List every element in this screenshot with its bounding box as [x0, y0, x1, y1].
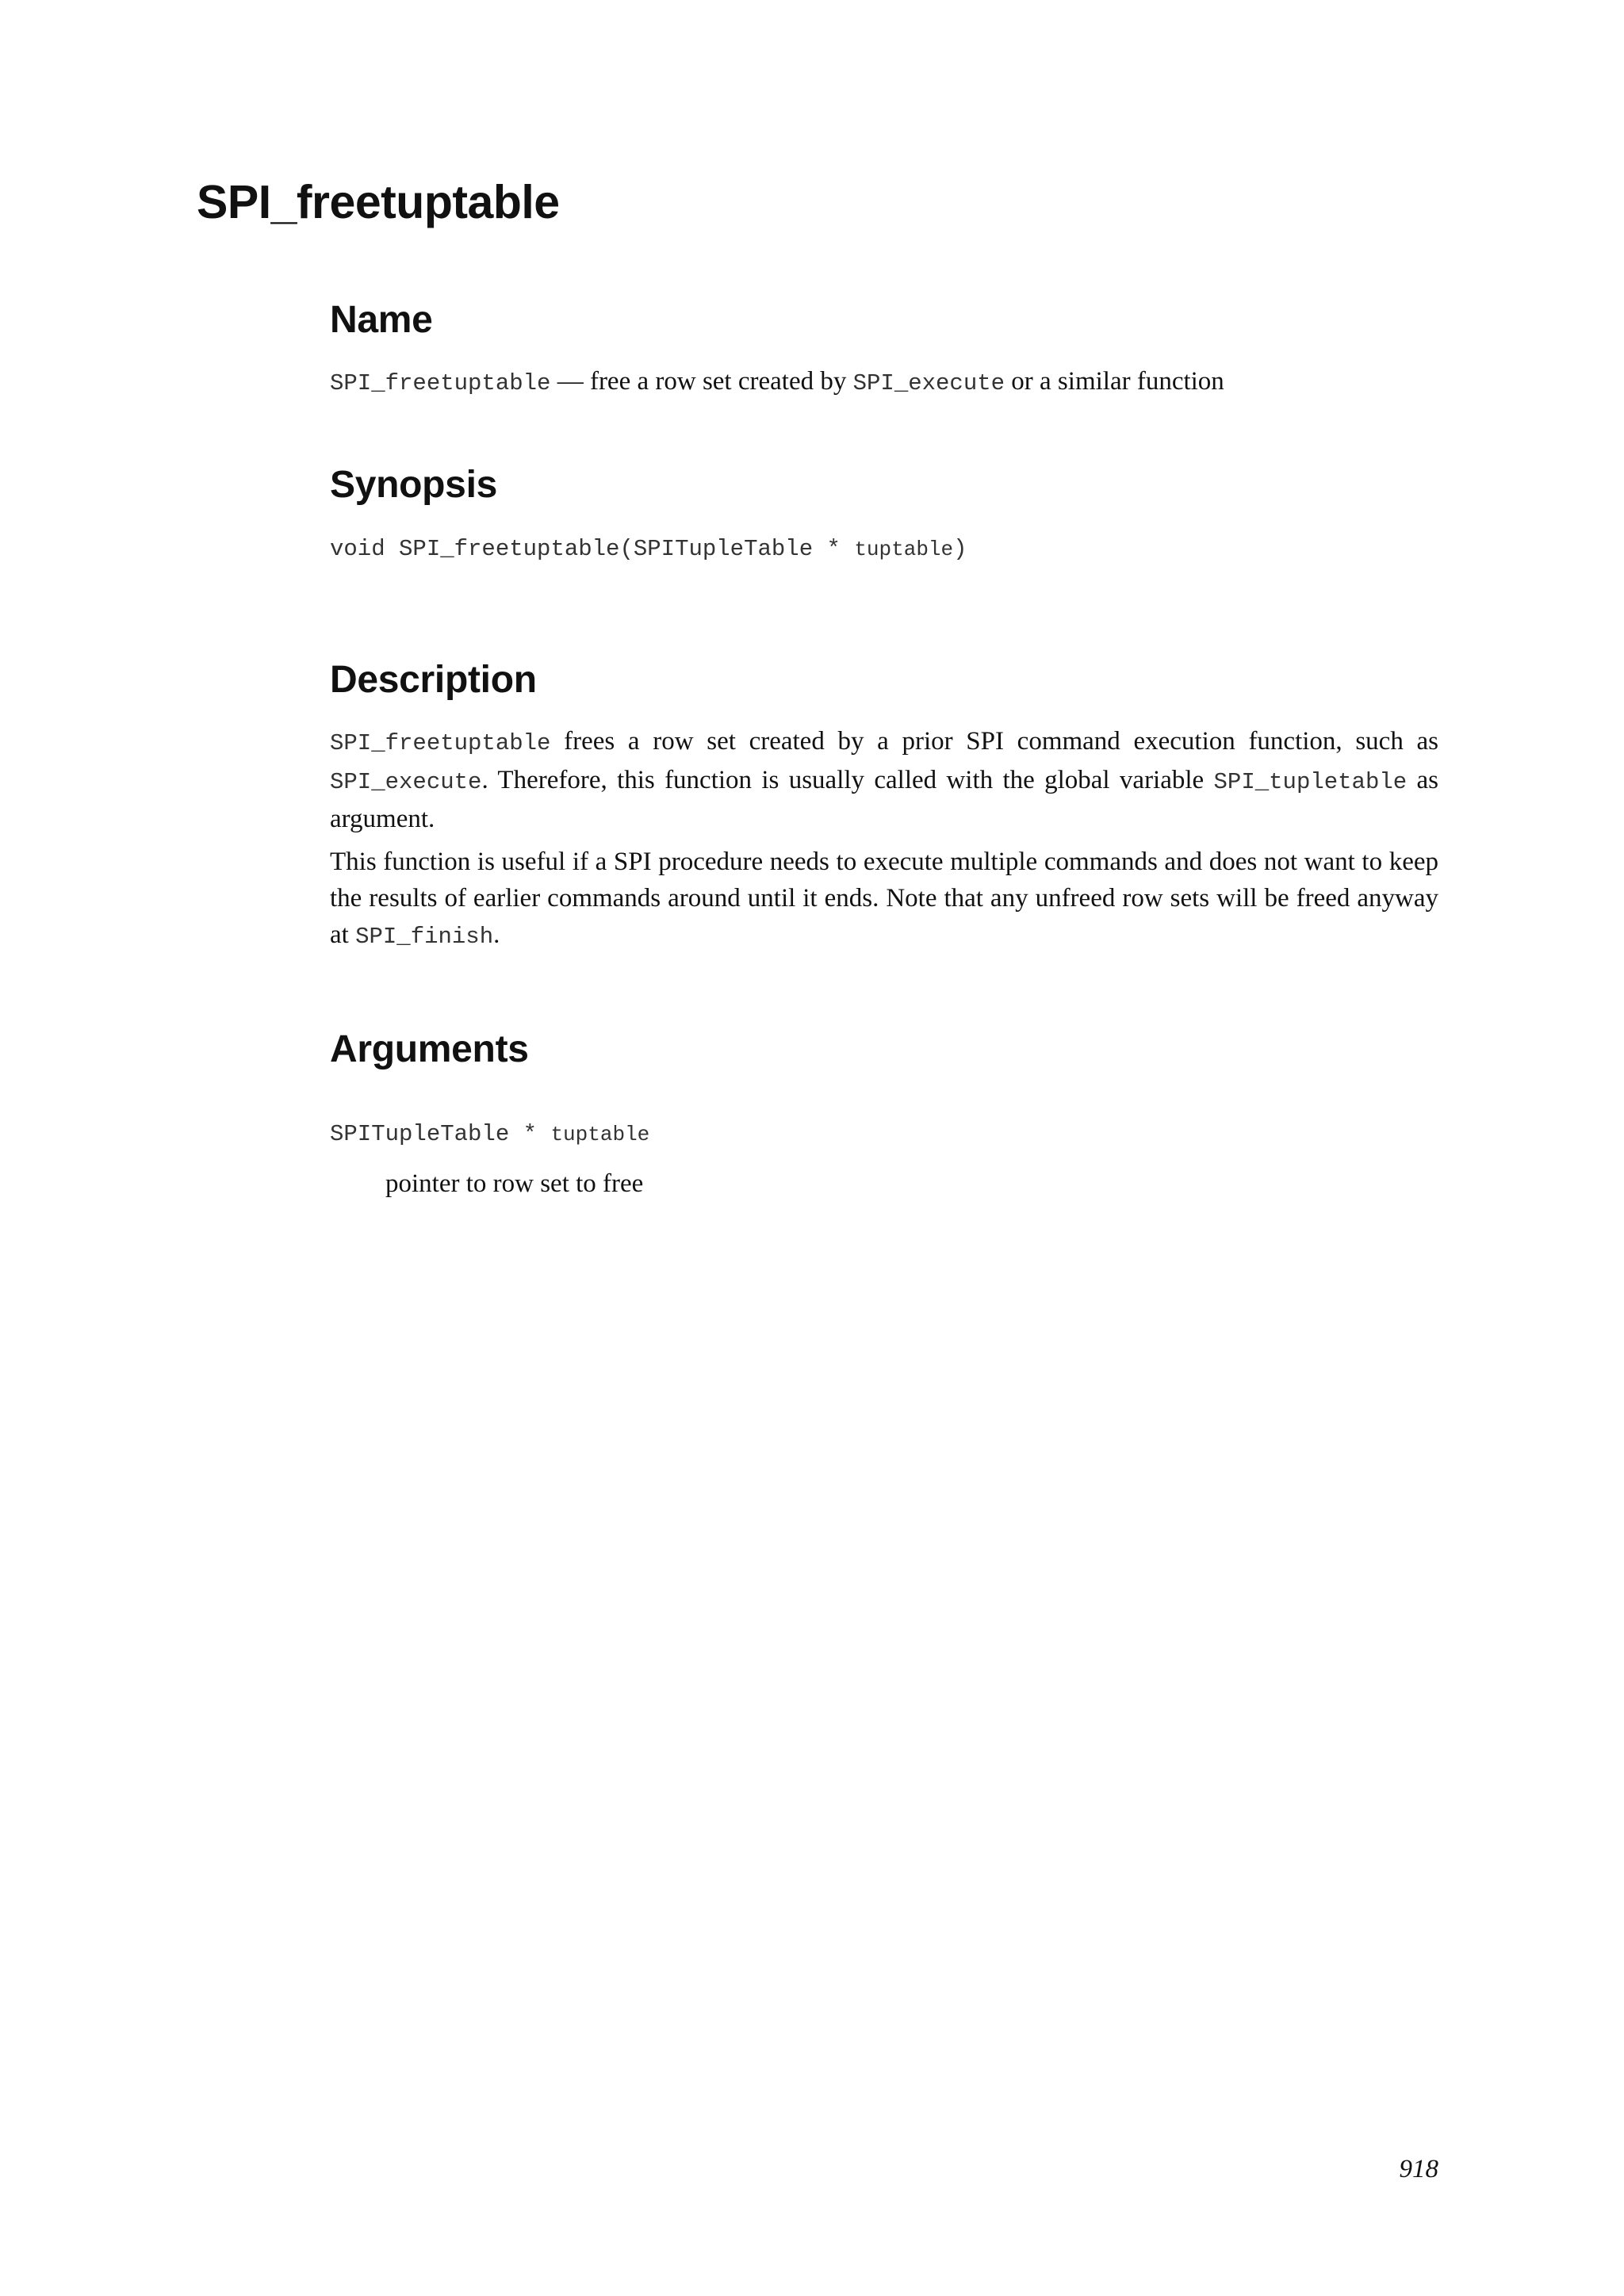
desc-code-tupletable: SPI_tupletable [1213, 769, 1408, 795]
argument-term [330, 1121, 1438, 1147]
name-ref-code: SPI_execute [852, 370, 1005, 396]
desc-code-freetuptable: SPI_freetuptable [330, 730, 551, 756]
desc-text-1: frees a row set created by a prior SPI command execution function, such as [550, 727, 1438, 756]
function-name: SPI_freetuptable [330, 370, 551, 396]
synopsis-prefix: void SPI_freetuptable(SPITupleTable * [330, 536, 855, 562]
argument-type: SPITupleTable * [330, 1121, 551, 1147]
arguments-heading: Arguments [330, 1028, 529, 1070]
desc-text-2: . Therefore, this function is usually called with the global variable [481, 766, 1214, 794]
page-title: SPI_freetuptable [197, 176, 560, 228]
desc-code-finish: SPI_finish [355, 924, 494, 950]
name-dash-text: — free a row set created by [550, 367, 853, 396]
description-paragraph-2 [330, 844, 1438, 955]
synopsis-code [330, 536, 1438, 562]
name-tail-text: or a similar function [1005, 367, 1224, 396]
argument-definition: pointer to row set to free [385, 1169, 644, 1198]
desc-text-3: as argument. [330, 766, 1438, 833]
desc-p2-text-1: This function is useful if a SPI procedure needs to execute multiple commands and does not want to keep the results of earlier commands around until it ends. Note that any unfreed row sets will be freed anyway at [330, 848, 1438, 949]
synopsis-param: tuptable [854, 538, 954, 561]
desc-code-execute: SPI_execute [330, 769, 482, 795]
synopsis-suffix: ) [953, 536, 967, 562]
description-paragraph-1 [330, 723, 1438, 837]
description-heading: Description [330, 659, 537, 701]
desc-p2-text-2: . [493, 920, 500, 949]
synopsis-heading: Synopsis [330, 464, 497, 506]
name-line [330, 363, 1438, 402]
name-heading: Name [330, 299, 433, 341]
argument-param: tuptable [550, 1123, 650, 1146]
page-number: 918 [1399, 2155, 1438, 2183]
